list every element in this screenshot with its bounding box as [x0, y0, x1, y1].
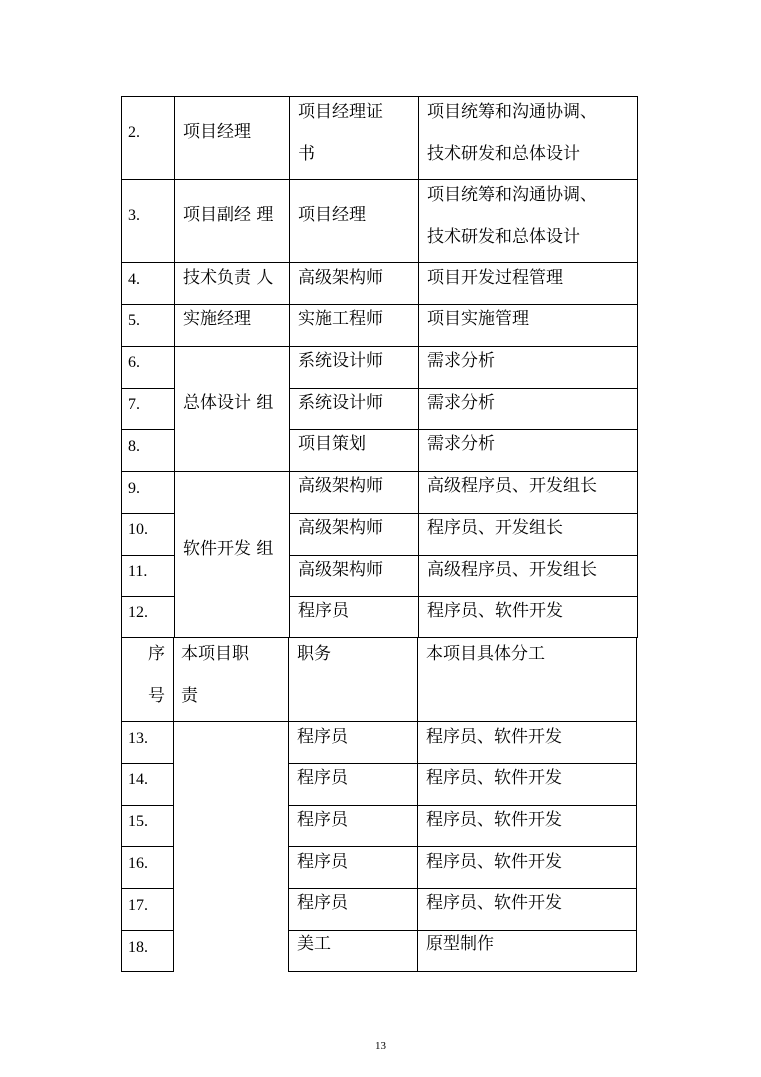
role-cell: 技术负责 人 — [183, 268, 274, 288]
duty-cell: 实施工程师 — [298, 309, 383, 329]
work-cell: 项目开发过程管理 — [427, 268, 563, 288]
duty-cell: 程序员 — [297, 727, 348, 747]
header-role: 责 — [181, 686, 198, 706]
header-no: 序 — [148, 644, 165, 664]
row-number: 9. — [128, 480, 140, 497]
work-cell: 程序员、开发组长 — [427, 518, 563, 538]
duty-cell: 高级架构师 — [298, 268, 383, 288]
work-cell: 程序员、软件开发 — [426, 852, 562, 872]
row-number: 13. — [128, 730, 148, 747]
work-cell: 程序员、软件开发 — [426, 727, 562, 747]
work-cell: 技术研发和总体设计 — [427, 144, 580, 164]
work-cell: 需求分析 — [427, 393, 495, 413]
row-number: 16. — [128, 855, 148, 872]
row-number: 7. — [128, 396, 140, 413]
work-cell: 高级程序员、开发组长 — [427, 560, 597, 580]
work-cell: 技术研发和总体设计 — [427, 227, 580, 247]
work-cell: 高级程序员、开发组长 — [427, 476, 597, 496]
row-number: 5. — [128, 312, 140, 329]
duty-cell: 美工 — [297, 934, 331, 954]
page-number: 13 — [375, 1040, 386, 1052]
work-cell: 程序员、软件开发 — [426, 768, 562, 788]
duty-cell: 项目经理证 — [298, 102, 383, 122]
duty-cell: 程序员 — [297, 810, 348, 830]
row-number: 3. — [128, 207, 140, 224]
row-number: 17. — [128, 897, 148, 914]
row-number: 6. — [128, 354, 140, 371]
work-cell: 项目统筹和沟通协调、 — [427, 185, 597, 205]
work-cell: 项目统筹和沟通协调、 — [427, 102, 597, 122]
row-number: 4. — [128, 271, 140, 288]
duty-cell: 高级架构师 — [298, 518, 383, 538]
work-cell: 项目实施管理 — [427, 309, 529, 329]
duty-cell: 书 — [298, 144, 315, 164]
row-number: 12. — [128, 604, 148, 621]
work-cell: 程序员、软件开发 — [426, 810, 562, 830]
duty-cell: 项目经理 — [298, 205, 366, 225]
work-cell: 需求分析 — [427, 434, 495, 454]
row-number: 10. — [128, 521, 148, 538]
row-number: 14. — [128, 771, 148, 788]
duty-cell: 程序员 — [298, 601, 349, 621]
duty-cell: 高级架构师 — [298, 560, 383, 580]
duty-cell: 项目策划 — [298, 434, 366, 454]
role-cell: 项目经理 — [183, 122, 251, 142]
work-cell: 需求分析 — [427, 351, 495, 371]
row-number: 18. — [128, 939, 148, 956]
duty-cell: 程序员 — [297, 852, 348, 872]
group-design-cell: 总体设计 组 — [183, 393, 274, 413]
header-duty: 职务 — [297, 644, 331, 664]
role-cell: 实施经理 — [183, 309, 251, 329]
duty-cell: 系统设计师 — [298, 351, 383, 371]
duty-cell: 程序员 — [297, 768, 348, 788]
duty-cell: 高级架构师 — [298, 476, 383, 496]
role-cell: 项目副经 理 — [183, 205, 274, 225]
work-cell: 程序员、软件开发 — [427, 601, 563, 621]
group-dev-cell: 软件开发 组 — [183, 539, 274, 559]
row-number: 2. — [128, 124, 140, 141]
row-number: 11. — [128, 563, 148, 580]
header-role: 本项目职 — [181, 644, 249, 664]
work-cell: 程序员、软件开发 — [426, 893, 562, 913]
header-work: 本项目具体分工 — [426, 644, 545, 664]
work-cell: 原型制作 — [426, 934, 494, 954]
duty-cell: 程序员 — [297, 893, 348, 913]
row-number: 15. — [128, 813, 148, 830]
duty-cell: 系统设计师 — [298, 393, 383, 413]
header-no: 号 — [148, 686, 165, 706]
row-number: 8. — [128, 438, 140, 455]
